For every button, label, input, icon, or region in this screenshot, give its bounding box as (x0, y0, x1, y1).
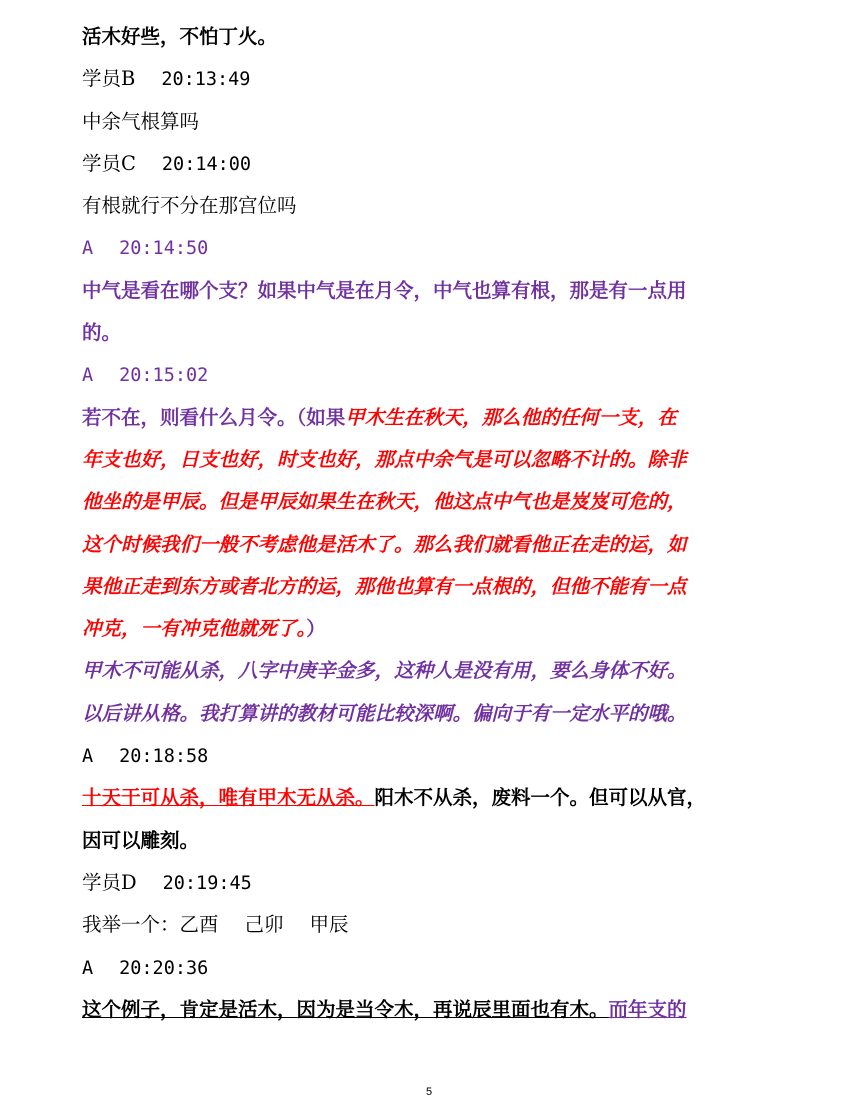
timestamp: 20:14:00 (161, 153, 252, 175)
timestamp: 20:19:45 (162, 872, 252, 894)
text-line (82, 650, 772, 692)
text-line (82, 566, 772, 608)
text-line-content: 甲木不可能从杀，八字中庚辛金多，这种人是没有用，要么身体不好。 (82, 659, 687, 683)
text-line-content: 冲克，一有冲克他就死了。 (82, 617, 307, 641)
text-line (82, 904, 772, 946)
text-line (82, 312, 772, 354)
speaker-name: A (82, 238, 94, 260)
timestamp: 20:14:50 (119, 238, 209, 260)
text-line-content: 以后讲从格。我打算讲的教材可能比较深啊。偏向于有一定水平的哦。 (82, 701, 687, 725)
text-line-content: 这个例子，肯定是活木，因为是当令木，再说辰里面也有木。 (82, 997, 609, 1021)
text-line-content: 果他正走到东方或者北方的运，那他也算有一点根的，但他不能有一点 (82, 574, 687, 598)
text-line (82, 693, 772, 735)
text-line (82, 101, 772, 143)
text-line-content: 他坐的是甲辰。但是甲辰如果生在秋天，他这点中气也是岌岌可危的， (82, 490, 687, 514)
speaker-name: A (82, 746, 94, 768)
text-line-content: 年支也好，日支也好，时支也好，那点中余气是可以忽略不计的。除非 (82, 447, 687, 471)
speaker-line (82, 735, 772, 777)
text-line (82, 270, 772, 312)
speaker-name: 学员D (82, 870, 137, 894)
speaker-name: 学员B (82, 67, 136, 91)
pillar: 己卯 (244, 913, 284, 937)
text-line-content: 中余气根算吗 (82, 109, 200, 133)
speaker-line (82, 862, 772, 904)
pillar: 乙酉 (179, 913, 219, 937)
page-number: 5 (425, 1086, 433, 1098)
speaker-name: 学员C (82, 151, 136, 175)
text-line (82, 481, 772, 523)
text-line-content: 活木好些，不怕丁火。 (82, 25, 278, 48)
speaker-line (82, 947, 772, 989)
document-page (82, 16, 772, 1031)
text-line-content: 这个时候我们一般不考虑他是活木了。那么我们就看他正在走的运，如 (82, 532, 687, 556)
timestamp: 20:13:49 (161, 69, 251, 91)
text-line-paren: ） (306, 617, 326, 641)
text-line-content: 中气是看在哪个支？如果中气是在月令，中气也算有根，那是有一点用 (82, 278, 687, 302)
text-line (82, 439, 772, 481)
timestamp: 20:15:02 (119, 365, 209, 387)
text-line (82, 524, 772, 566)
speaker-line (82, 143, 772, 185)
pillar: 甲辰 (309, 913, 349, 937)
timestamp: 20:18:58 (119, 746, 209, 768)
text-line-content: 的。 (82, 321, 122, 345)
text-line (82, 820, 772, 862)
text-line (82, 608, 772, 650)
text-line-content: 有根就行不分在那宫位吗 (82, 194, 297, 218)
text-line (82, 777, 772, 819)
text-line-highlight: 十天干可从杀，唯有甲木无从杀。 (82, 786, 375, 810)
text-line-content: 若不在，则看什么月令。（如果 (82, 405, 346, 429)
text-line-content: 阳木不从杀，废料一个。但可以从官， (374, 786, 707, 810)
text-line (82, 397, 772, 439)
text-line (82, 185, 772, 227)
speaker-name: A (82, 365, 94, 387)
text-line-content: 因可以雕刻。 (82, 828, 200, 852)
speaker-name: A (82, 957, 94, 979)
text-line-highlight: 而年支的 (608, 997, 687, 1021)
timestamp: 20:20:36 (119, 957, 209, 979)
text-line (82, 16, 772, 58)
speaker-line (82, 354, 772, 396)
speaker-line (82, 58, 772, 100)
text-line-content: 我举一个： (82, 913, 180, 937)
speaker-line (82, 227, 772, 269)
text-line-highlight: 甲木生在秋天，那么他的任何一支，在 (345, 405, 677, 429)
text-line (82, 989, 772, 1031)
